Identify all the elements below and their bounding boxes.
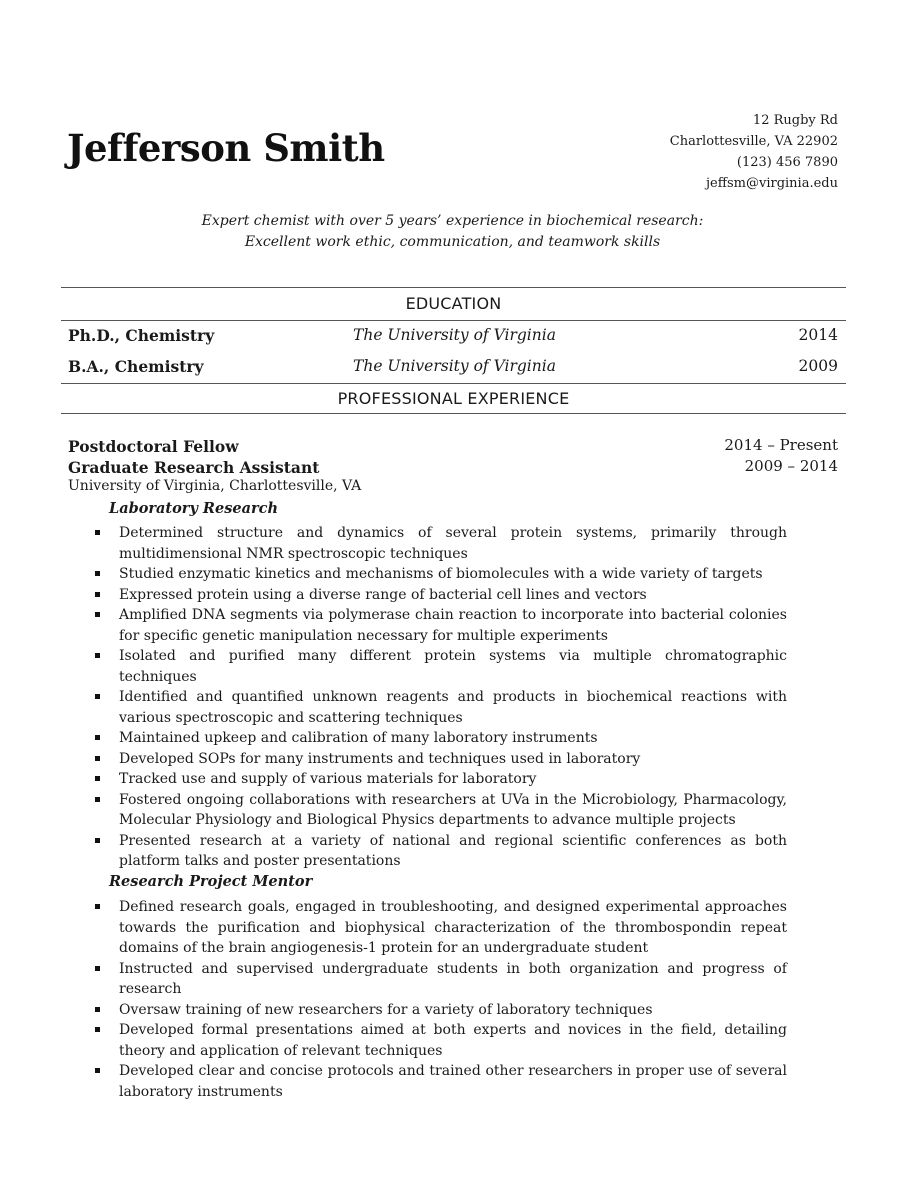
bullet-text: Defined research goals, engaged in troubleshooting, and designed experimental approaches towards the purification and biophysical characterization of the thrombospondin repeat domains of the brain angiogenesis-1 protein for an undergraduate student [119,899,787,956]
divider [61,287,846,288]
bullet-text: Developed clear and concise protocols and trained other researchers in proper use of several laboratory instruments [119,1063,787,1100]
bullet-item [95,1000,787,1021]
bullet-marker-icon [95,612,100,617]
degree: B.A., Chemistry [68,357,204,376]
bullet-text: Oversaw training of new researchers for a variety of laboratory techniques [119,1001,653,1018]
bullet-text: Isolated and purified many different protein systems via multiple chromatographic techniques [119,648,787,685]
job-role [68,436,838,457]
experience-heading: PROFESSIONAL EXPERIENCE [337,389,570,408]
lab-bullet-list [95,523,787,872]
bullet-text: Tracked use and supply of various materials for laboratory [119,771,537,787]
bullet-text: Identified and quantified unknown reagents and products in biochemical reactions with various spectroscopic and scattering techniques [119,689,787,726]
job-dates: 2014 – Present [724,436,838,454]
education-heading: EDUCATION [405,294,502,313]
objective-line-2: Excellent work ethic, communication, and teamwork skills [244,234,661,250]
job-location: University of Virginia, Charlottesville, VA [68,478,362,494]
divider [61,413,846,414]
divider [61,383,846,384]
bullet-marker-icon [95,1007,100,1012]
bullet-item [95,1020,787,1061]
bullet-item [95,728,787,749]
school: The University of Virginia [353,326,556,344]
bullet-marker-icon [95,756,100,761]
contact-phone: (123) 456 7890 [736,155,838,170]
bullet-marker-icon [95,735,100,740]
bullet-text: Studied enzymatic kinetics and mechanisms of biomolecules with a wide variety of targets [119,566,763,582]
bullet-text: Presented research at a variety of national and regional scientific conferences as both platform talks and poster presentations [119,832,787,869]
bullet-marker-icon [95,1027,100,1032]
objective-statement [0,211,905,253]
job-title: Graduate Research Assistant [68,458,320,477]
bullet-marker-icon [95,530,100,535]
bullet-marker-icon [95,966,100,971]
bullet-item [95,605,787,646]
bullet-text: Fostered ongoing collaborations with researchers at UVa in the Microbiology, Pharmacology, Molecular Physiology and Biological Physics departments to advance multiple projects [119,791,787,828]
contact-street: 12 Rugby Rd [752,113,838,128]
bullet-text: Developed formal presentations aimed at both experts and novices in the field, detailing theory and application of relevant techniques [119,1022,787,1059]
bullet-marker-icon [95,571,100,576]
bullet-marker-icon [95,1068,100,1073]
graduation-year: 2014 [798,326,838,344]
bullet-marker-icon [95,592,100,597]
job-dates: 2009 – 2014 [744,457,838,475]
subsection-heading: Laboratory Research [109,500,278,517]
bullet-marker-icon [95,904,100,909]
bullet-text: Maintained upkeep and calibration of many laboratory instruments [119,730,598,746]
education-entry [68,357,838,379]
bullet-item [95,959,787,1000]
divider [61,320,846,321]
mentor-bullet-list [95,897,787,1102]
graduation-year: 2009 [798,357,838,375]
bullet-marker-icon [95,797,100,802]
bullet-item [95,1061,787,1102]
bullet-text: Amplified DNA segments via polymerase chain reaction to incorporate into bacterial colonies for specific genetic manipulation necessary for multiple experiments [119,607,787,644]
contact-email: jeffsm@virginia.edu [706,176,838,191]
contact-city: Charlottesville, VA 22902 [669,134,838,149]
job-title: Postdoctoral Fellow [68,437,239,456]
bullet-text: Developed SOPs for many instruments and techniques used in laboratory [119,750,641,767]
bullet-item [95,646,787,687]
bullet-item [95,564,787,585]
bullet-item [95,897,787,959]
bullet-text: Expressed protein using a diverse range of bacterial cell lines and vectors [119,586,647,603]
bullet-item [95,585,787,606]
school: The University of Virginia [353,357,556,375]
bullet-item [95,790,787,831]
bullet-text: Determined structure and dynamics of several protein systems, primarily through multidimensional NMR spectroscopic techniques [119,525,787,562]
bullet-item [95,769,787,790]
degree: Ph.D., Chemistry [68,326,215,345]
bullet-item [95,523,787,564]
education-entry [68,326,838,348]
bullet-text: Instructed and supervised undergraduate students in both organization and progress of research [119,960,787,997]
contact-block [670,110,838,194]
bullet-marker-icon [95,694,100,699]
bullet-marker-icon [95,776,100,781]
bullet-marker-icon [95,838,100,843]
bullet-item [95,831,787,872]
subsection-heading: Research Project Mentor [109,873,313,890]
job-role [68,457,838,478]
candidate-name: Jefferson Smith [67,126,385,170]
objective-line-1: Expert chemist with over 5 years’ experience in biochemical research: [201,213,704,229]
bullet-item [95,749,787,770]
bullet-item [95,687,787,728]
bullet-marker-icon [95,653,100,658]
